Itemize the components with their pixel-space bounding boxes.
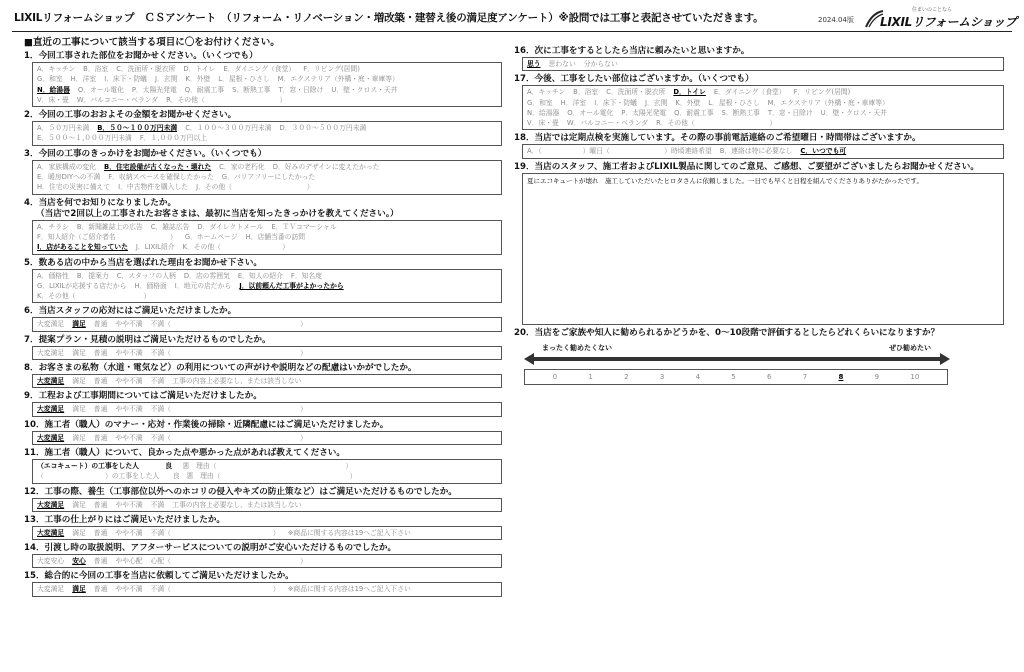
option-selected[interactable]: I．店があることを知っていた xyxy=(37,243,128,252)
question-subtitle: （当店で2回以上の工事されたお客さまは、最初に当店を知ったきっかけを教えてください。） xyxy=(36,208,399,219)
question-title: 15．総合的に今回の工事を当店に依頼してご満足いただけましたか。 xyxy=(24,571,294,582)
question-7 xyxy=(24,335,502,360)
option[interactable]: C．スタッフの人柄 xyxy=(116,271,176,280)
options-row xyxy=(37,242,497,252)
option[interactable]: やや不満 xyxy=(115,320,143,329)
options-box xyxy=(32,402,502,416)
question-4 xyxy=(24,198,502,255)
option[interactable]: W．バルコニー・ベランダ xyxy=(566,119,649,128)
option[interactable]: U．壁・クロス・天井 xyxy=(331,85,398,94)
question-title: 18．当店では定期点検を実施しています。その際の事前電話連絡のご希望曜日・時間帯はございますか。 xyxy=(514,133,921,144)
option[interactable]: E．暖房DIYへの不満 xyxy=(37,173,101,182)
question-16 xyxy=(514,46,1004,71)
question-20 xyxy=(514,328,1004,391)
options-row xyxy=(527,59,999,69)
option[interactable]: B．浴室 xyxy=(573,88,599,97)
option[interactable]: F．知名度 xyxy=(290,271,323,280)
right-column xyxy=(514,32,1004,394)
left-column xyxy=(24,32,502,600)
logo-tagline: 住まいのことなら xyxy=(912,7,953,13)
option[interactable]: 工事の内容上必要なし、または該当しない xyxy=(172,377,302,386)
option[interactable]: 普通 xyxy=(93,433,108,442)
version-date: 2024.04版 xyxy=(818,16,854,24)
options-row xyxy=(37,281,497,291)
option[interactable]: C．家の老朽化 xyxy=(219,162,265,171)
options-row xyxy=(527,118,999,128)
options-row xyxy=(37,433,497,443)
options-row xyxy=(37,172,497,182)
option[interactable]: H．店舗当番の訪問 xyxy=(245,232,306,241)
option[interactable]: 不満（ ） xyxy=(150,433,307,442)
option[interactable]: F．収納スペースを確保したかった xyxy=(108,173,214,182)
question-2 xyxy=(24,110,502,146)
option[interactable]: A．（ ）曜日（ ）時頃連絡希望 xyxy=(527,147,712,156)
option[interactable]: R．その他（ ） xyxy=(166,95,287,104)
option[interactable]: O．オール電化 xyxy=(567,108,614,117)
scale-value[interactable]: 4 xyxy=(695,372,701,381)
option[interactable]: K．外壁 xyxy=(185,75,211,84)
option[interactable]: 不満（ ） xyxy=(150,348,307,357)
option[interactable]: S．断熱工事 xyxy=(232,85,271,94)
option[interactable]: D．ダイレクトメール xyxy=(197,222,264,231)
question-title: 16．次に工事をするとしたら当店に頼みたいと思いますか。 xyxy=(514,46,750,56)
option[interactable]: E．５００～１,０００万円未満 xyxy=(37,134,132,143)
option[interactable]: D．好みのデザインに変えたかった xyxy=(272,162,380,171)
option[interactable]: Q．耐震工事 xyxy=(674,108,714,117)
option-selected[interactable]: 大変満足 xyxy=(37,377,65,386)
option[interactable]: やや不満 xyxy=(115,500,143,509)
logo-name: LIXILリフォームショップ xyxy=(880,15,1017,29)
option[interactable]: S．断熱工事 xyxy=(721,108,760,117)
options-row xyxy=(37,376,497,386)
option-selected[interactable]: 思う xyxy=(527,60,541,68)
question-11 xyxy=(24,448,502,484)
option[interactable]: 満足 xyxy=(72,377,86,386)
option[interactable]: F．知人紹介（ご紹介者名 ） xyxy=(37,232,177,241)
survey-title: LIXILリフォームショップ ＣＳアンケート （リフォーム・リノベーション・増改築・建替え後の満足度アンケート）※設問では工事と表記させていただきます。 xyxy=(14,12,764,24)
option[interactable]: F．リビング(居間) xyxy=(303,65,360,73)
question-12 xyxy=(24,487,502,512)
question-6 xyxy=(24,306,502,331)
option[interactable]: ※商品に関する内容は19へご記入下さい xyxy=(287,585,411,594)
question-14 xyxy=(24,543,502,568)
option[interactable]: A．価格性 xyxy=(37,271,69,280)
option-selected[interactable]: B．５０～１００万円未満 xyxy=(97,124,178,133)
options-box xyxy=(32,459,502,484)
options-box xyxy=(32,220,502,255)
option[interactable]: 不満（ ） xyxy=(150,585,280,594)
option[interactable]: 大変満足 xyxy=(37,348,65,357)
option[interactable]: B．連絡は特に必要なし xyxy=(719,147,793,156)
options-row xyxy=(37,556,497,566)
option[interactable]: G．和室 xyxy=(37,75,63,84)
question-title: 14．引渡し時の取扱説明、アフターサービスについての説明がご安心いただけるものでしたか。 xyxy=(24,543,397,554)
option-selected[interactable]: 大変満足 xyxy=(37,433,65,442)
option[interactable]: J．玄関 xyxy=(154,75,178,84)
scale-label-high: ぜひ勧めたい xyxy=(889,343,931,352)
option[interactable]: J．玄関 xyxy=(644,98,668,107)
question-title: 2．今回の工事のおおよその金額をお聞かせください。 xyxy=(24,110,237,121)
option[interactable]: E．ダイニング（食堂） xyxy=(713,88,786,97)
question-title: 7．提案プラン・見積の説明はご満足いただけるものでしたか。 xyxy=(24,334,271,345)
option[interactable]: A．キッチン xyxy=(527,88,566,97)
option[interactable]: 普通 xyxy=(93,377,108,386)
scale-value[interactable]: 7 xyxy=(802,372,808,381)
options-box xyxy=(32,160,502,195)
options-box xyxy=(522,85,1004,130)
intro-text: ■直近の工事について該当する項目に〇をお付けください。 xyxy=(24,37,280,48)
question-title: 13．工事の仕上がりにはご満足いただけましたか。 xyxy=(24,514,226,525)
option[interactable]: R．その他（ ） xyxy=(656,119,777,128)
option[interactable]: 普通 xyxy=(93,500,108,509)
option[interactable]: H．洋室 xyxy=(70,75,97,84)
options-row xyxy=(527,98,999,108)
options-row xyxy=(37,95,497,105)
option[interactable]: D．トイレ xyxy=(183,65,216,73)
question-title: 17．今後、工事をしたい部位はございますか。（いくつでも） xyxy=(514,74,754,85)
option[interactable]: L．屋根・ひさし xyxy=(218,75,270,84)
option[interactable]: H．住宅の災害に備えて xyxy=(37,183,111,192)
scale-value[interactable]: 9 xyxy=(874,372,880,381)
option[interactable]: J．LIXIL紹介 xyxy=(135,243,175,252)
options-row xyxy=(37,222,497,232)
option[interactable]: Q．耐震工事 xyxy=(184,85,225,94)
question-title: 11．施工者（職人）について、良かった点や悪かった点があれば教えてください。 xyxy=(24,447,345,458)
options-row xyxy=(37,123,497,133)
option-selected[interactable]: 安心 xyxy=(72,557,86,566)
option[interactable]: 不満（ ） xyxy=(150,405,307,414)
question-19 xyxy=(514,162,1004,325)
options-row xyxy=(37,232,497,242)
options-row xyxy=(37,500,497,510)
options-row xyxy=(527,87,999,97)
question-title: 1．今回工事された部位をお聞かせください。（いくつでも） xyxy=(24,51,258,61)
nps-scale xyxy=(524,343,1004,391)
option[interactable]: V．床・畳 xyxy=(527,119,559,128)
option[interactable]: M．エクステリア（外構・庭・車庫等） xyxy=(277,75,399,84)
question-13 xyxy=(24,515,502,540)
option-selected[interactable]: 満足 xyxy=(72,585,86,594)
option-selected[interactable]: B．住宅設備が古くなった・壊れた xyxy=(104,162,212,171)
option[interactable]: E．知人の紹介 xyxy=(237,271,283,280)
options-box xyxy=(522,57,1004,71)
option[interactable]: 普通 xyxy=(93,405,108,414)
option[interactable]: B．新聞雑誌上の広告 xyxy=(76,222,143,231)
scale-values[interactable] xyxy=(524,369,948,385)
option-selected[interactable]: J．以前頼んだ工事がよかったから xyxy=(239,281,344,290)
question-title: 10．施工者（職人）のマナー・応対・作業後の掃除・近隣配慮にはご満足いただけましたか。 xyxy=(24,419,389,430)
options-box xyxy=(522,144,1004,158)
option[interactable]: D．店の雰囲気 xyxy=(183,271,230,280)
option[interactable]: A．キッチン xyxy=(37,65,76,73)
option[interactable]: 普通 xyxy=(93,320,108,329)
options-box xyxy=(32,526,502,540)
option[interactable]: L．屋根・ひさし xyxy=(708,98,760,107)
options-row xyxy=(37,271,497,281)
option[interactable]: N．給湯器 xyxy=(527,108,560,117)
question-3 xyxy=(24,149,502,195)
option-selected[interactable]: C．いつでも可 xyxy=(800,147,847,156)
scale-value[interactable]: 6 xyxy=(767,372,772,381)
option[interactable]: G．バリアフリーにしたかった xyxy=(221,173,316,182)
option[interactable]: 普通 xyxy=(93,585,108,594)
options-box xyxy=(32,317,502,331)
option[interactable]: W．バルコニー・ベランダ xyxy=(76,95,159,104)
option[interactable]: F．リビング(居間) xyxy=(793,88,851,97)
option[interactable]: 思わない xyxy=(548,60,576,68)
options-row xyxy=(37,133,497,143)
option[interactable]: 大変満足 xyxy=(37,320,65,329)
scale-label-low: まったく勧めたくない xyxy=(542,343,612,352)
options-row xyxy=(37,319,497,329)
question-title: 4．当店を何でお知りになりましたか。 xyxy=(24,197,177,208)
option[interactable]: P．太陽光発電 xyxy=(131,85,177,94)
options-row xyxy=(37,291,497,301)
options-row xyxy=(37,64,497,74)
question-15 xyxy=(24,571,502,596)
option[interactable]: C．１００～３００万円未満 xyxy=(185,124,272,133)
options-box xyxy=(32,582,502,596)
option[interactable]: 満足 xyxy=(72,500,86,509)
option[interactable]: 工事の内容上必要なし、または該当しない xyxy=(172,500,302,509)
lixil-logo xyxy=(864,6,1017,30)
option-selected[interactable]: 大変満足 xyxy=(37,405,65,414)
option[interactable]: 大変満足 xyxy=(37,585,65,594)
options-row xyxy=(37,182,497,192)
scale-value[interactable]: 8 xyxy=(838,372,844,381)
option[interactable]: やや不満 xyxy=(115,405,143,414)
option[interactable]: H．価格面 xyxy=(134,281,167,290)
option[interactable]: 満足 xyxy=(72,348,86,357)
options-row xyxy=(37,404,497,414)
scale-value[interactable]: 1 xyxy=(588,372,593,381)
option[interactable]: ※商品に関する内容は19へご記入下さい xyxy=(287,528,411,537)
worker-name: （エコキュート）の工事をした人 xyxy=(37,461,139,470)
question-17 xyxy=(514,74,1004,130)
option[interactable]: I．床下・防蟻 xyxy=(594,98,637,107)
option[interactable]: 普通 xyxy=(93,557,108,566)
option[interactable]: V．床・畳 xyxy=(37,95,69,104)
question-10 xyxy=(24,420,502,445)
option[interactable]: I．中古物件を購入した xyxy=(118,183,189,192)
option[interactable]: C．洗面所・脱衣所 xyxy=(116,65,176,73)
option[interactable]: A．５０万円未満 xyxy=(37,124,90,133)
question-title: 9．工程および工事期間についてはご満足いただけましたか。 xyxy=(24,391,262,402)
options-row xyxy=(37,162,497,172)
option[interactable]: やや不満 xyxy=(115,433,143,442)
option-selected[interactable]: D．トイレ xyxy=(673,88,706,97)
options-box xyxy=(32,121,502,146)
option[interactable]: I．地元の店だから xyxy=(174,281,232,290)
option[interactable]: P．太陽光発電 xyxy=(621,108,667,117)
option[interactable]: B．浴室 xyxy=(83,65,109,73)
scale-value[interactable]: 2 xyxy=(624,372,629,381)
option[interactable]: C．洗面所・脱衣所 xyxy=(606,88,666,97)
options-box xyxy=(32,554,502,568)
answer-row: （ ）の工事をした人 良 悪 理由（ ） xyxy=(37,472,357,481)
option[interactable]: 分からない xyxy=(583,60,618,68)
options-row xyxy=(37,584,497,594)
option[interactable]: D．３００～５００万円未満 xyxy=(279,124,367,133)
comment-box[interactable] xyxy=(522,173,1004,325)
rating-good: 良 xyxy=(165,461,173,470)
options-row xyxy=(37,348,497,358)
option[interactable]: やや心配 xyxy=(115,557,143,566)
option[interactable]: E．ダイニング（食堂） xyxy=(223,65,296,73)
option[interactable]: 満足 xyxy=(72,433,86,442)
question-8 xyxy=(24,363,502,388)
option-selected[interactable]: 大変満足 xyxy=(37,500,65,509)
question-title: 12．工事の際、養生（工事部位以外へのホコリの侵入やキズの防止策など）はご満足いただけるものでしたか。 xyxy=(24,486,457,497)
option[interactable]: T．窓・日除け xyxy=(767,108,813,117)
option[interactable]: 大変安心 xyxy=(37,557,65,566)
options-box xyxy=(32,346,502,360)
option[interactable]: O．オール電化 xyxy=(77,85,124,94)
option[interactable]: G．和室 xyxy=(527,98,553,107)
question-title: 19．当店のスタッフ、施工者およびLIXIL製品に関してのご意見、ご感想、ご要望がございましたらお聞かせください。 xyxy=(514,161,979,172)
options-row xyxy=(37,85,497,95)
option[interactable]: K．その他（ ） xyxy=(37,292,151,301)
option[interactable]: G．ホームページ xyxy=(184,232,238,241)
option[interactable]: やや不満 xyxy=(115,348,143,357)
options-row xyxy=(37,528,497,538)
option[interactable]: J．その他（ ） xyxy=(196,183,314,192)
option-selected[interactable]: 大変満足 xyxy=(37,528,65,537)
comment-text: 夏にエコキュートが壊れ 施工していただいたヒロタさんに依頼しました。一日でも早くと日程を組んでくださりありがたかったです。 xyxy=(527,176,923,185)
question-title: 3．今回の工事のきっかけをお聞かせください。（いくつでも） xyxy=(24,148,267,159)
option[interactable]: A．チラシ xyxy=(37,222,69,231)
option[interactable]: I．床下・防蟻 xyxy=(104,75,147,84)
option[interactable]: 不満 xyxy=(150,377,165,386)
options-row xyxy=(527,108,999,118)
option[interactable]: T．窓・日除け xyxy=(278,85,324,94)
option[interactable]: 不満（ ） xyxy=(150,528,280,537)
options-box xyxy=(32,374,502,388)
option[interactable]: 満足 xyxy=(72,405,86,414)
options-row xyxy=(527,146,999,156)
scale-value[interactable]: 5 xyxy=(731,372,736,381)
scale-value[interactable]: 0 xyxy=(552,372,558,381)
survey-header xyxy=(12,6,1017,32)
option[interactable]: 不満 xyxy=(150,500,165,509)
question-title: 20．当店をご家族や知人に勧められるかどうかを、0～10段階で評価するとしたらどれくらいになりますか？ xyxy=(514,327,940,338)
question-5 xyxy=(24,258,502,304)
option[interactable]: K．外壁 xyxy=(675,98,701,107)
option[interactable]: 満足 xyxy=(72,528,86,537)
option-selected[interactable]: 満足 xyxy=(72,320,86,329)
scale-value[interactable]: 10 xyxy=(910,372,920,381)
question-18 xyxy=(514,133,1004,158)
option[interactable]: F．１,０００万円以上 xyxy=(139,134,208,143)
options-box xyxy=(32,62,502,107)
option[interactable]: E．ＴＶコマーシャル xyxy=(271,222,337,231)
scale-value[interactable]: 3 xyxy=(659,372,665,381)
answer-row xyxy=(37,461,497,471)
option[interactable]: C．雑誌広告 xyxy=(150,222,190,231)
option[interactable]: U．壁・クロス・天井 xyxy=(820,108,887,117)
option[interactable]: 普通 xyxy=(93,348,108,357)
question-1 xyxy=(24,51,502,107)
option[interactable]: K．その他（ ） xyxy=(182,243,289,252)
options-box xyxy=(32,269,502,304)
option[interactable]: 普通 xyxy=(93,528,108,537)
question-title: 8．お客さまの私物（水道・電気など）の利用についての声がけや説明などの配慮はいかがでしたか。 xyxy=(24,363,417,374)
option[interactable]: 心配（ ） xyxy=(150,557,307,566)
question-9 xyxy=(24,391,502,416)
question-title: 6．当店スタッフの応対にはご満足いただけましたか。 xyxy=(24,306,237,317)
option[interactable]: G．LIXILが応援する店だから xyxy=(37,281,127,290)
options-box xyxy=(32,431,502,445)
option[interactable]: やや不満 xyxy=(115,377,143,386)
option[interactable]: やや不満 xyxy=(115,528,143,537)
option[interactable]: やや不満 xyxy=(115,585,143,594)
scale-arrow-icon xyxy=(524,351,950,367)
option-selected[interactable]: N．給湯器 xyxy=(37,85,70,94)
option[interactable]: M．エクステリア（外構・庭・車庫等） xyxy=(767,98,889,107)
options-row xyxy=(37,74,497,84)
option[interactable]: A．家族構成の変化 xyxy=(37,162,97,171)
options-box xyxy=(32,498,502,512)
option[interactable]: H．洋室 xyxy=(560,98,587,107)
option[interactable]: B．提案力 xyxy=(76,271,109,280)
option[interactable]: 不満（ ） xyxy=(150,320,307,329)
rating-rest: 悪 理由（ ） xyxy=(182,461,353,470)
question-title: 5．数ある店の中から当店を選ばれた理由をお聞かせ下さい。 xyxy=(24,257,263,268)
